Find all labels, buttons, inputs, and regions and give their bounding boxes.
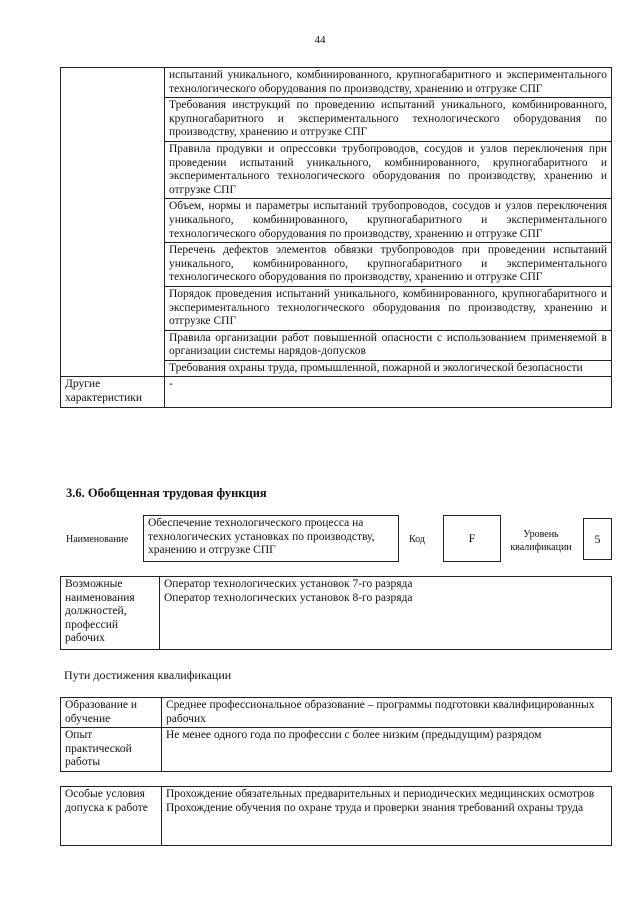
other-characteristics-label: Другие характеристики (61, 377, 165, 407)
special-item: Прохождение обучения по охране труда и проверки знания требований охраны труда (166, 801, 584, 814)
special-label: Особые условия допуска к работе (61, 787, 162, 846)
knowledge-row: Правила продувки и опрессовки трубопроводов, сосудов и узлов переключения при проведении испытаний уникального, комбинированного, крупногабаритного и экспериментального технологического оборудования по производству, хранению и отгрузке СПГ (165, 141, 612, 198)
education-table (60, 697, 612, 772)
knowledge-row: Требования охраны труда, промышленной, пожарной и экологической безопасности (165, 360, 612, 377)
function-name-box: Обеспечение технологического процесса на технологических установках по производству, хранению и отгрузке СПГ (143, 515, 399, 562)
knowledge-row: испытаний уникального, комбинированного, крупногабаритного и экспериментального технологического оборудования по производству, хранению и отгрузке СПГ (165, 68, 612, 98)
positions-table (60, 576, 612, 650)
knowledge-table (60, 67, 612, 408)
special-conditions-table (60, 786, 612, 846)
position-item: Оператор технологических установок 7-го разряда (164, 578, 413, 590)
other-characteristics-value: - (165, 377, 612, 407)
experience-value: Не менее одного года по профессии с более низким (предыдущим) разрядом (162, 728, 612, 772)
section-title: 3.6. Обобщенная трудовая функция (66, 486, 267, 500)
level-box: 5 (583, 518, 612, 560)
name-label: Наименование (66, 534, 129, 545)
knowledge-row: Перечень дефектов элементов обвязки трубопроводов при проведении испытаний уникального, комбинированного, крупногабаритного и экспериментального технологического оборудования по производству, хранению и отгрузке СПГ (165, 243, 612, 287)
knowledge-row: Требования инструкций по проведению испытаний уникального, комбинированного, крупногабаритного и экспериментального технологического оборудования по производству, хранению и отгрузке СПГ (165, 98, 612, 142)
special-item: Прохождение обязательных предварительных и периодических медицинских осмотров (166, 788, 595, 800)
code-label: Код (409, 534, 425, 545)
education-value: Среднее профессиональное образование – программы подготовки квалифицированных рабочих (162, 698, 612, 728)
ways-title: Пути достижения квалификации (64, 668, 232, 682)
knowledge-row: Объем, нормы и параметры испытаний трубопроводов, сосудов и узлов переключения уникального, комбинированного, крупногабаритного и экспериментального технологического оборудования по производству, хранению и отгрузке СПГ (165, 199, 612, 243)
positions-label: Возможные наименования должностей, профессий рабочих (61, 577, 160, 650)
empty-cell (61, 68, 165, 377)
page-number: 44 (314, 34, 326, 46)
level-label: Уровень квалификации (510, 529, 572, 553)
experience-label: Опыт практической работы (61, 728, 162, 772)
position-item: Оператор технологических установок 8-го разряда (164, 591, 413, 604)
knowledge-row: Правила организации работ повышенной опасности с использованием применяемой в организации системы нарядов-допусков (165, 330, 612, 360)
knowledge-row: Порядок проведения испытаний уникального, комбинированного, крупногабаритного и экспериментального технологического оборудования по производству, хранению и отгрузке СПГ (165, 286, 612, 330)
code-box: F (443, 515, 501, 562)
education-label: Образование и обучение (61, 698, 162, 728)
